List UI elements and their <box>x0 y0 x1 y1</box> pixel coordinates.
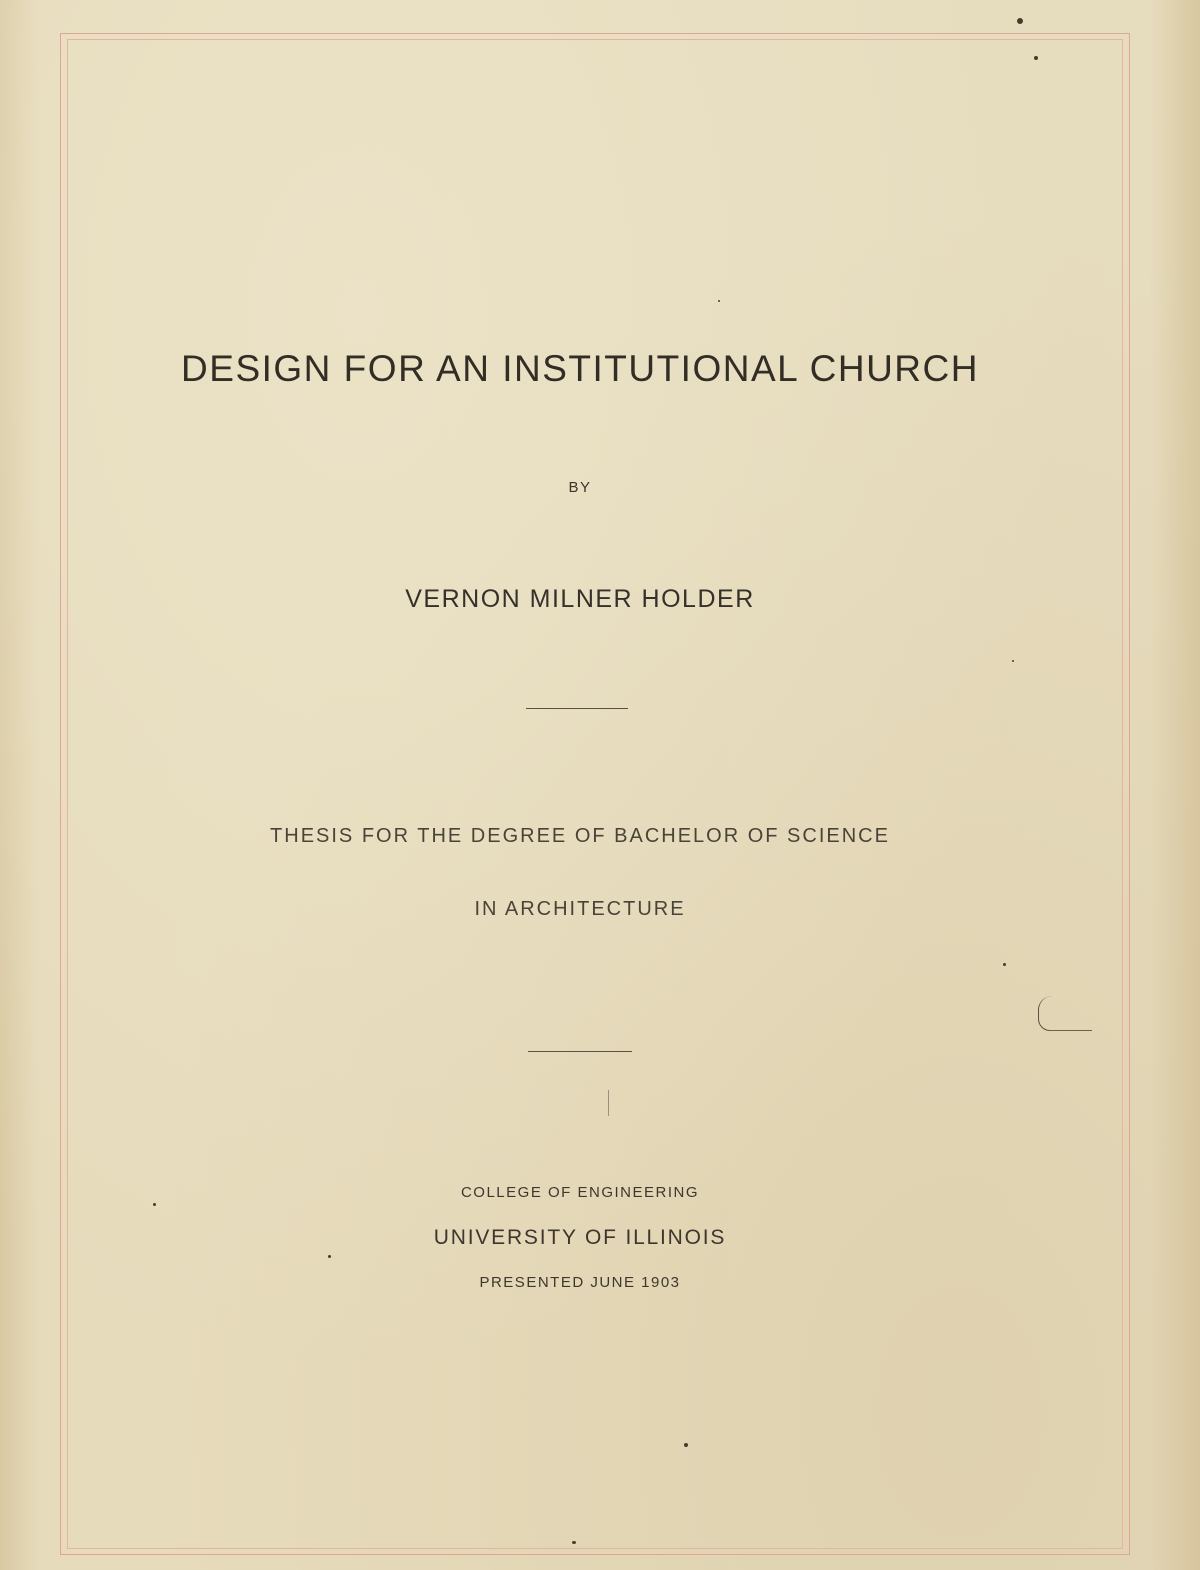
thesis-title: DESIGN FOR AN INSTITUTIONAL CHURCH <box>181 348 979 389</box>
university-name: UNIVERSITY OF ILLINOIS <box>433 1226 727 1249</box>
page-border-inner <box>67 39 1123 1549</box>
paper-speck <box>1012 660 1014 662</box>
paper-speck <box>328 1255 331 1258</box>
paper-speck <box>1017 18 1023 24</box>
by-label: BY <box>568 479 592 496</box>
presentation-date: PRESENTED JUNE 1903 <box>479 1274 681 1291</box>
pencil-mark-tail <box>1050 1030 1092 1031</box>
college-name: COLLEGE OF ENGINEERING <box>460 1184 700 1201</box>
paper-smudge <box>608 1090 609 1116</box>
degree-line: THESIS FOR THE DEGREE OF BACHELOR OF SCIENCE <box>270 825 890 847</box>
divider-rule <box>526 708 628 709</box>
author-name: VERNON MILNER HOLDER <box>405 585 755 613</box>
paper-speck <box>153 1203 156 1206</box>
discipline-line: IN ARCHITECTURE <box>474 898 686 920</box>
paper-speck <box>684 1443 688 1447</box>
paper-speck <box>718 300 720 302</box>
paper-speck <box>1003 963 1006 966</box>
divider-rule <box>528 1051 632 1052</box>
paper-speck <box>1034 56 1038 60</box>
paper-speck <box>572 1541 576 1544</box>
pencil-mark <box>1038 996 1053 1031</box>
